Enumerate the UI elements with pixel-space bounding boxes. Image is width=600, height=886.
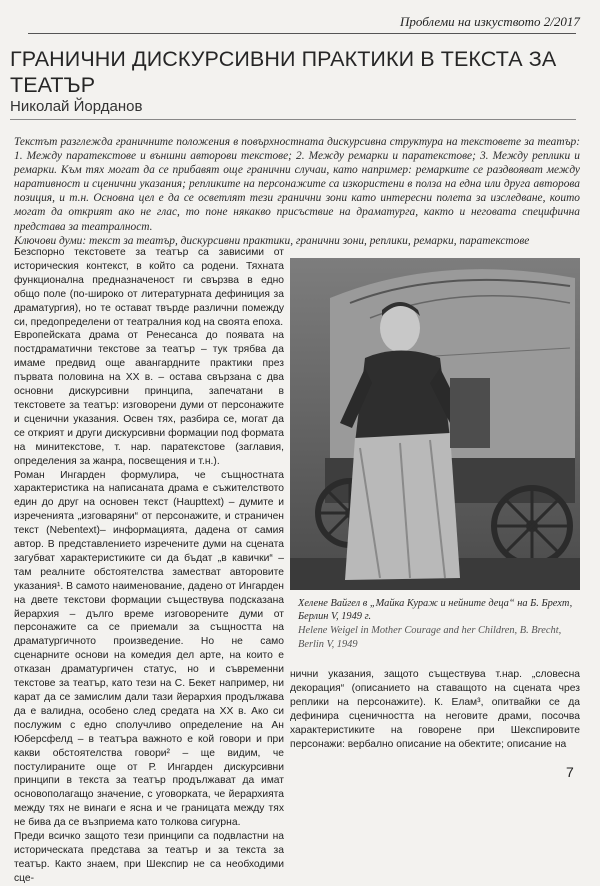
body-paragraph: Безспорно текстовете за театър са зависими от историческия контекст, в който са родени. Тяхната функционална предназначеност ги свързва в едно общо поле (по-широко от литературната дефиниция за драматургия), но те остават твърде различни помежду си, предопределени от театралния код на своята епоха.	[14, 247, 284, 328]
body-column-right	[290, 668, 580, 751]
figure-caption	[298, 597, 580, 651]
article-title: ГРАНИЧНИ ДИСКУРСИВНИ ПРАКТИКИ В ТЕКСТА ЗА ТЕАТЪР	[10, 47, 557, 97]
page-number: 7	[566, 764, 574, 780]
header-rule	[28, 33, 576, 34]
body-paragraph: Преди всичко защото тези принципи са подвластни на историческата представа за театър и за текста за театър. Както знаем, при Шекспир не са необходими сце-	[14, 831, 284, 884]
abstract	[14, 135, 580, 248]
wagon-wheel	[494, 488, 570, 564]
author-rule	[10, 119, 576, 120]
body-paragraph: нични указания, защото съществува т.нар. „словесна декорация“ (описанието на ставащото на сцената чрез реплики на персонажите). К. Елам³, опитвайки се да дефинира сценичността на неговите драми, посочва характеристиките на говорене при Шекспировите персонажи: вербално описание на обектите; описание на	[290, 669, 580, 750]
caption-bulgarian: Хелене Вайгел в „Майка Кураж и нейните деца“ на Б. Брехт, Берлин V, 1949 г.	[298, 598, 573, 623]
body-paragraph: Европейската драма от Ренесанса до появата на постдраматични текстове за театър – тук трябва да имаме предвид още авангардните практики през първата половина на ХХ в. – остава свързана с два основни дискурсивни принципа, запечатани в текстовете за театър: изговорени думи от персонажите и сценични указания. Освен тях, разбира се, могат да се открият и други дискурсивни формации под формата на минитекстове, т. нар. паратекстове (заглавия, определения за жанра, посвещения и т.н.).	[14, 330, 284, 467]
abstract-text: Текстът разглежда граничните положения в повърхностната дискурсивна структура на текстовете за театър: 1. Между паратекстове и външни авторови текстове; 2. Между ремарки и паратекстове; 3. Между реплики и ремарки. Към тях могат да се прибавят още гранични случаи, като например: ремарките се раздвояват между наративност и сценични указания; репликите на персонажите са изкористени в полза на една или друга авторова позиция, и т.н. Основна цел е да се осветлят тези гранични зони като интересни полета за изследване, които могат да открият ако не глас, то поне някакво присъствие на драматурга, както и неговата специфична представа за театралност.	[14, 136, 580, 233]
running-header: Проблеми на изкуството 2/2017	[400, 14, 580, 29]
body-paragraph: Роман Ингарден формулира, че същностната характеристика на написаната драма е съжителството един до друг на основен текст (Haupttext) – думите и изреченията „изговаряни“ от персонажите, и страничен текст (Nebentext)– информацията, дадена от самия автор. В представлението изречените думи на сцената загубват характеристиките си да бъдат „в кавички“ – там реалните обстоятелства заместват авторовите указания¹. В самото наименование, дадено от Ингарден на двете текстови формации съществува подсказана йерархия – дълго време изговорените думи от персонажите са се приемали за същността на драматургичното произведение. Но не само сценарните основи на комедия дел арте, на които е отказан драматургичен статус, но и съвременни текстове за театър, като тези на С. Бекет например, ни карат да се замислим дали тази йерархия продължава да е валидна, особено след средата на ХХ в. Ако си послужим с едно сполучливо определение на Ан Юберсфелд – в театъра важното е кой говори и при какви обстоятелства говори² – щe видим, че постулираните още от Р. Ингарден дискурсивни принципи в текста за театър продължават да имат основополагащо значение, с уговорката, че йерархията между тях не винаги е ясна и че границата между тях не бива да се възприема като толкова сигурна.	[14, 469, 284, 829]
keywords: Ключови думи: текст за театър, дискурсивни практики, гранични зони, реплики, ремарки, паратекстове	[14, 234, 530, 247]
stage-photo-illustration	[290, 258, 580, 590]
body-column-left	[14, 246, 284, 886]
article-author: Николай Йорданов	[10, 98, 143, 115]
stage-photo	[290, 258, 580, 590]
caption-english: Helene Weigel in Mother Courage and her Children, B. Brecht, Berlin V, 1949	[298, 625, 562, 650]
